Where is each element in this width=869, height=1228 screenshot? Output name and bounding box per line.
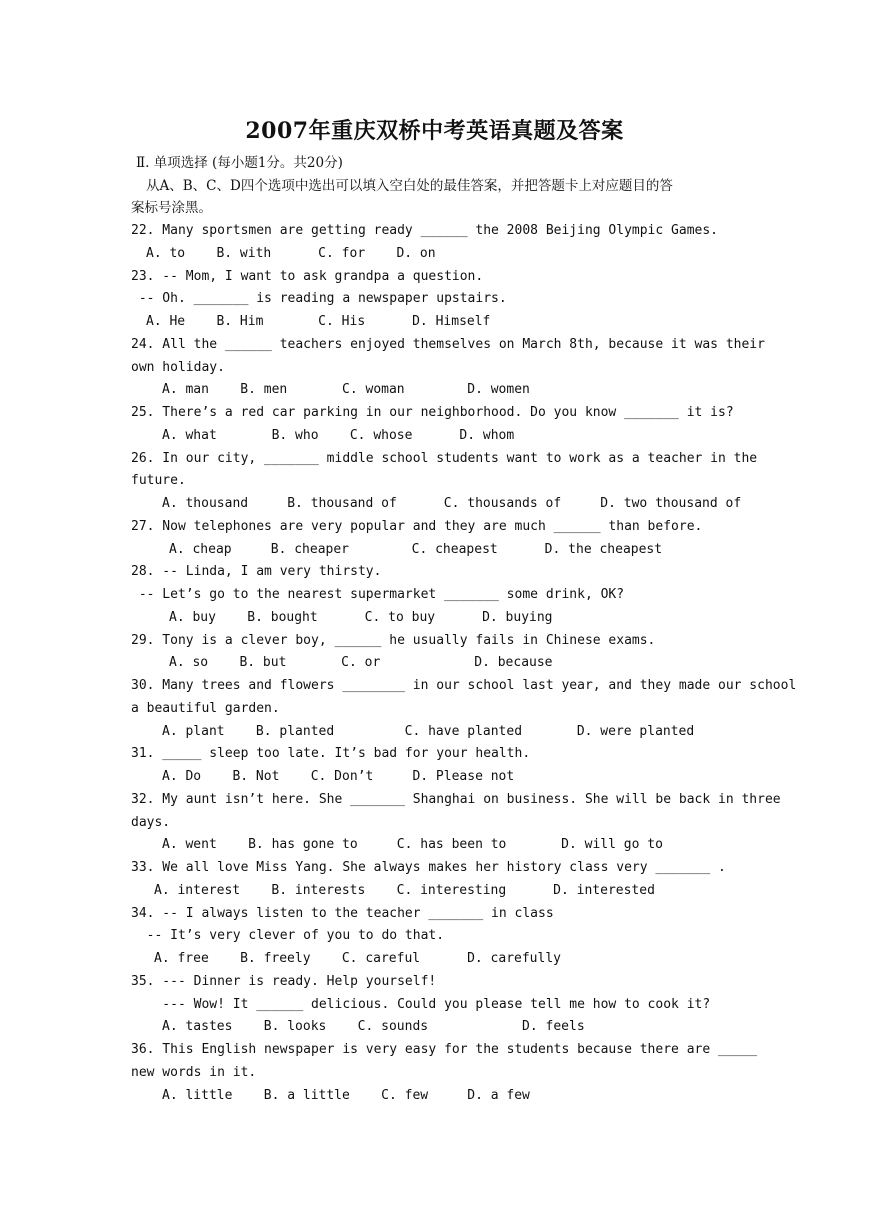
question-26-line: 26. In our city, _______ middle school students want to work as a teacher in the <box>131 450 758 466</box>
question-28-line: -- Let’s go to the nearest supermarket _______ some drink, OK? <box>131 587 625 602</box>
question-22-options: A. to B. with C. for D. on <box>146 245 436 261</box>
question-36-line: 36. This English newspaper is very easy for the students because there are _____ <box>131 1042 758 1057</box>
question-23-options: A. He B. Him C. His D. Himself <box>146 314 491 329</box>
question-35-line: --- Wow! It ______ delicious. Could you please tell me how to cook it? <box>131 996 711 1012</box>
question-34-line: 34. -- I always listen to the teacher _______ in class <box>131 905 554 921</box>
question-26-options: A. thousand B. thousand of C. thousands of D. two thousand of <box>162 496 742 511</box>
page-title: 2007年重庆双桥中考英语真题及答案 <box>245 118 624 144</box>
question-31-options: A. Do B. Not C. Don’t D. Please not <box>162 769 515 784</box>
question-30-line: a beautiful garden. <box>131 700 280 716</box>
question-25-options: A. what B. who C. whose D. whom <box>162 427 515 443</box>
question-23-line: -- Oh. _______ is reading a newspaper upstairs. <box>131 291 507 307</box>
question-24-line: 24. All the ______ teachers enjoyed themselves on March 8th, because it was their <box>131 336 765 352</box>
instruction-line-2: 案标号涂黑。 <box>131 200 212 216</box>
question-33-line: 33. We all love Miss Yang. She always makes her history class very _______ . <box>131 860 726 875</box>
question-32-line: days. <box>131 814 171 830</box>
question-22-line: 22. Many sportsmen are getting ready ______ the 2008 Beijing Olympic Games. <box>131 223 718 238</box>
question-33-options: A. interest B. interests C. interesting D. interested <box>154 882 655 898</box>
question-32-line: 32. My aunt isn’t here. She _______ Shanghai on business. She will be back in three <box>131 791 781 807</box>
question-24-line: own holiday. <box>131 359 225 375</box>
question-36-line: new words in it. <box>131 1064 257 1080</box>
instruction-line-1: 从A、B、C、D四个选项中选出可以填入空白处的最佳答案，并把答题卡上对应题目的答 <box>146 178 673 194</box>
question-29-line: 29. Tony is a clever boy, ______ he usually fails in Chinese exams. <box>131 632 656 648</box>
question-35-options: A. tastes B. looks C. sounds D. feels <box>162 1019 585 1035</box>
question-29-options: A. so B. but C. or D. because <box>169 655 553 671</box>
question-27-line: 27. Now telephones are very popular and they are much ______ than before. <box>131 518 703 534</box>
question-32-options: A. went B. has gone to C. has been to D. will go to <box>162 837 663 853</box>
question-24-options: A. man B. men C. woman D. women <box>162 382 530 398</box>
question-28-options: A. buy B. bought C. to buy D. buying <box>169 609 553 625</box>
question-31-line: 31. _____ sleep too late. It’s bad for your health. <box>131 746 531 762</box>
question-30-line: 30. Many trees and flowers ________ in our school last year, and they made our school <box>131 678 797 693</box>
question-34-line: -- It’s very clever of you to do that. <box>131 928 445 944</box>
question-26-line: future. <box>131 473 186 489</box>
question-27-options: A. cheap B. cheaper C. cheapest D. the cheapest <box>169 541 663 557</box>
section-header: Ⅱ. 单项选择 (每小题1分。共20分) <box>136 155 343 171</box>
question-34-options: A. free B. freely C. careful D. carefully <box>154 951 561 966</box>
question-25-line: 25. There’s a red car parking in our neighborhood. Do you know _______ it is? <box>131 405 734 420</box>
question-23-line: 23. -- Mom, I want to ask grandpa a question. <box>131 268 484 284</box>
question-36-options: A. little B. a little C. few D. a few <box>162 1087 530 1103</box>
question-35-line: 35. --- Dinner is ready. Help yourself! <box>131 973 437 989</box>
question-28-line: 28. -- Linda, I am very thirsty. <box>131 564 382 580</box>
question-30-options: A. plant B. planted C. have planted D. were planted <box>162 723 695 739</box>
